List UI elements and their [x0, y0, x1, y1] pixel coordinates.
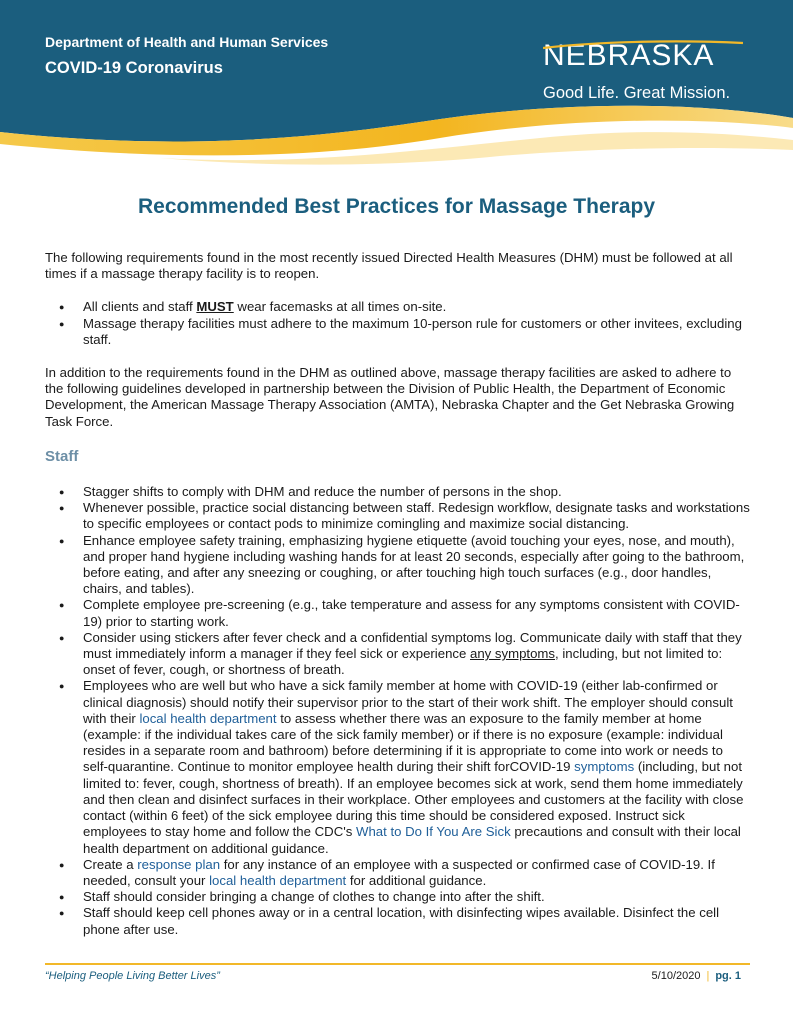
- footer-separator: |: [706, 970, 710, 982]
- list-item-text: Consider using stickers after fever check and a confidential symptoms log. Communicate daily with staff that they must immediately inform a manager if they feel sick or experience: [83, 629, 742, 662]
- logo-swoosh-icon: [543, 40, 743, 50]
- list-item-text: precautions and consult with their local health department on additional guidance.: [83, 824, 741, 856]
- list-item-text: , including, but not limited to: onset of fever, cough, or shortness of breath.: [83, 646, 723, 678]
- list-item: ● Staff should consider bringing a change of clothes to change into after the shift.: [45, 889, 750, 905]
- page-number: pg. 1: [715, 970, 741, 982]
- local-health-department-link[interactable]: local health department: [209, 872, 347, 888]
- guidelines-intro-paragraph: In addition to the requirements found in the DHM as outlined above, massage therapy facilities are asked to adhere to the following guidelines developed in partnership between the Division of Public Health, the Department of Economic Development, the American Massage Therapy Association (AMTA), Nebraska Chapter and the Get Nebraska Growing Task Force.: [45, 365, 735, 429]
- logo-tagline: Good Life. Great Mission.: [543, 84, 731, 102]
- page-header: [0, 0, 793, 170]
- intro-paragraph: The following requirements found in the most recently issued Directed Health Measures (DHM) must be followed at all times if a massage therapy facility is to reopen.: [45, 250, 733, 282]
- document-body: [45, 250, 750, 938]
- requirement-text: All clients and staff: [83, 299, 197, 315]
- list-item-text: for additional guidance.: [346, 872, 487, 888]
- list-item: [45, 678, 750, 856]
- nebraska-logo: [543, 40, 748, 103]
- local-health-department-link[interactable]: local health department: [139, 710, 277, 726]
- list-item: ● Stagger shifts to comply with DHM and reduce the number of persons in the shop.: [45, 484, 750, 500]
- footer-page-info: [652, 970, 741, 982]
- list-item-text: Employees who are well but who have a sick family member at home with COVID-19 (either lab-confirmed or clinical diagnosis) should notify their supervisor prior to the start of their work shift. The employer should consult with their: [83, 678, 733, 726]
- list-item: ● Staff should keep cell phones away or in a central location, with disinfecting wipes available. Disinfect the cell phone after use.: [45, 905, 750, 937]
- footer-slogan: “Helping People Living Better Lives”: [45, 970, 220, 982]
- staff-list: [45, 484, 750, 938]
- staff-heading: Staff: [45, 447, 79, 465]
- list-item-text: (including, but not limited to: fever, cough, shortness of breath). If an employee becomes sick at work, send them home immediately and then clean and disinfect surfaces in their workplace. Other employees and customers at the facility with close contact (within 6 feet) of the sick employee during this time should be considered exposed. Instruct sick employees to stay home and follow the CDC's: [83, 759, 744, 840]
- what-to-do-if-sick-link[interactable]: What to Do If You Are Sick: [356, 824, 511, 840]
- list-item-text: Create a: [83, 856, 138, 872]
- list-item: ● Complete employee pre-screening (e.g., take temperature and assess for any symptoms consistent with COVID-19) prior to starting work.: [45, 597, 750, 629]
- list-item: ● Whenever possible, practice social distancing between staff. Redesign workflow, designate tasks and workstations to specific employees or contact pods to minimize comingling and maximize social distancing.: [45, 500, 750, 532]
- response-plan-link[interactable]: response plan: [137, 856, 221, 872]
- list-item: ● Enhance employee safety training, emphasizing hygiene etiquette (avoid touching your eyes, nose, and mouth), and proper hand hygiene including washing hands for at least 20 seconds, especially after going to the bathroom, before eating, and after any sneezing or coughing, or after touching high touch surfaces (e.g., door handles, chairs, and tables).: [45, 533, 750, 598]
- requirements-list: [45, 299, 750, 348]
- page-title: Recommended Best Practices for Massage Therapy: [137, 195, 656, 218]
- list-item: [45, 299, 750, 315]
- department-name: Department of Health and Human Services: [45, 34, 329, 50]
- program-name: COVID-19 Coronavirus: [45, 59, 223, 77]
- symptoms-link[interactable]: symptoms: [574, 759, 635, 775]
- must-emphasis: MUST: [196, 299, 234, 315]
- list-item: ● Massage therapy facilities must adhere to the maximum 10-person rule for customers or other invitees, excluding staff.: [45, 316, 750, 348]
- requirement-text: wear facemasks at all times on-site.: [233, 299, 447, 315]
- any-symptoms-link[interactable]: any symptoms: [470, 646, 556, 662]
- list-item: [45, 857, 750, 889]
- footer-divider: [45, 963, 750, 965]
- list-item-text: for any instance of an employee with a suspected or confirmed case of COVID-19. If needed, consult your: [83, 856, 715, 888]
- list-item: [45, 630, 750, 679]
- list-item-text: to assess whether there was an exposure to the family member at home (example: if the individual takes care of the sick family member) or if there is no exposure (example: individual resides in a separate room and bathroom) before determining if it is appropriate to come into work or needs to self-quarantine. Continue to monitor employee health during their shift forCOVID-19: [83, 710, 723, 775]
- logo-wordmark: NEBRASKA: [543, 39, 715, 72]
- footer-date: 5/10/2020: [651, 970, 701, 982]
